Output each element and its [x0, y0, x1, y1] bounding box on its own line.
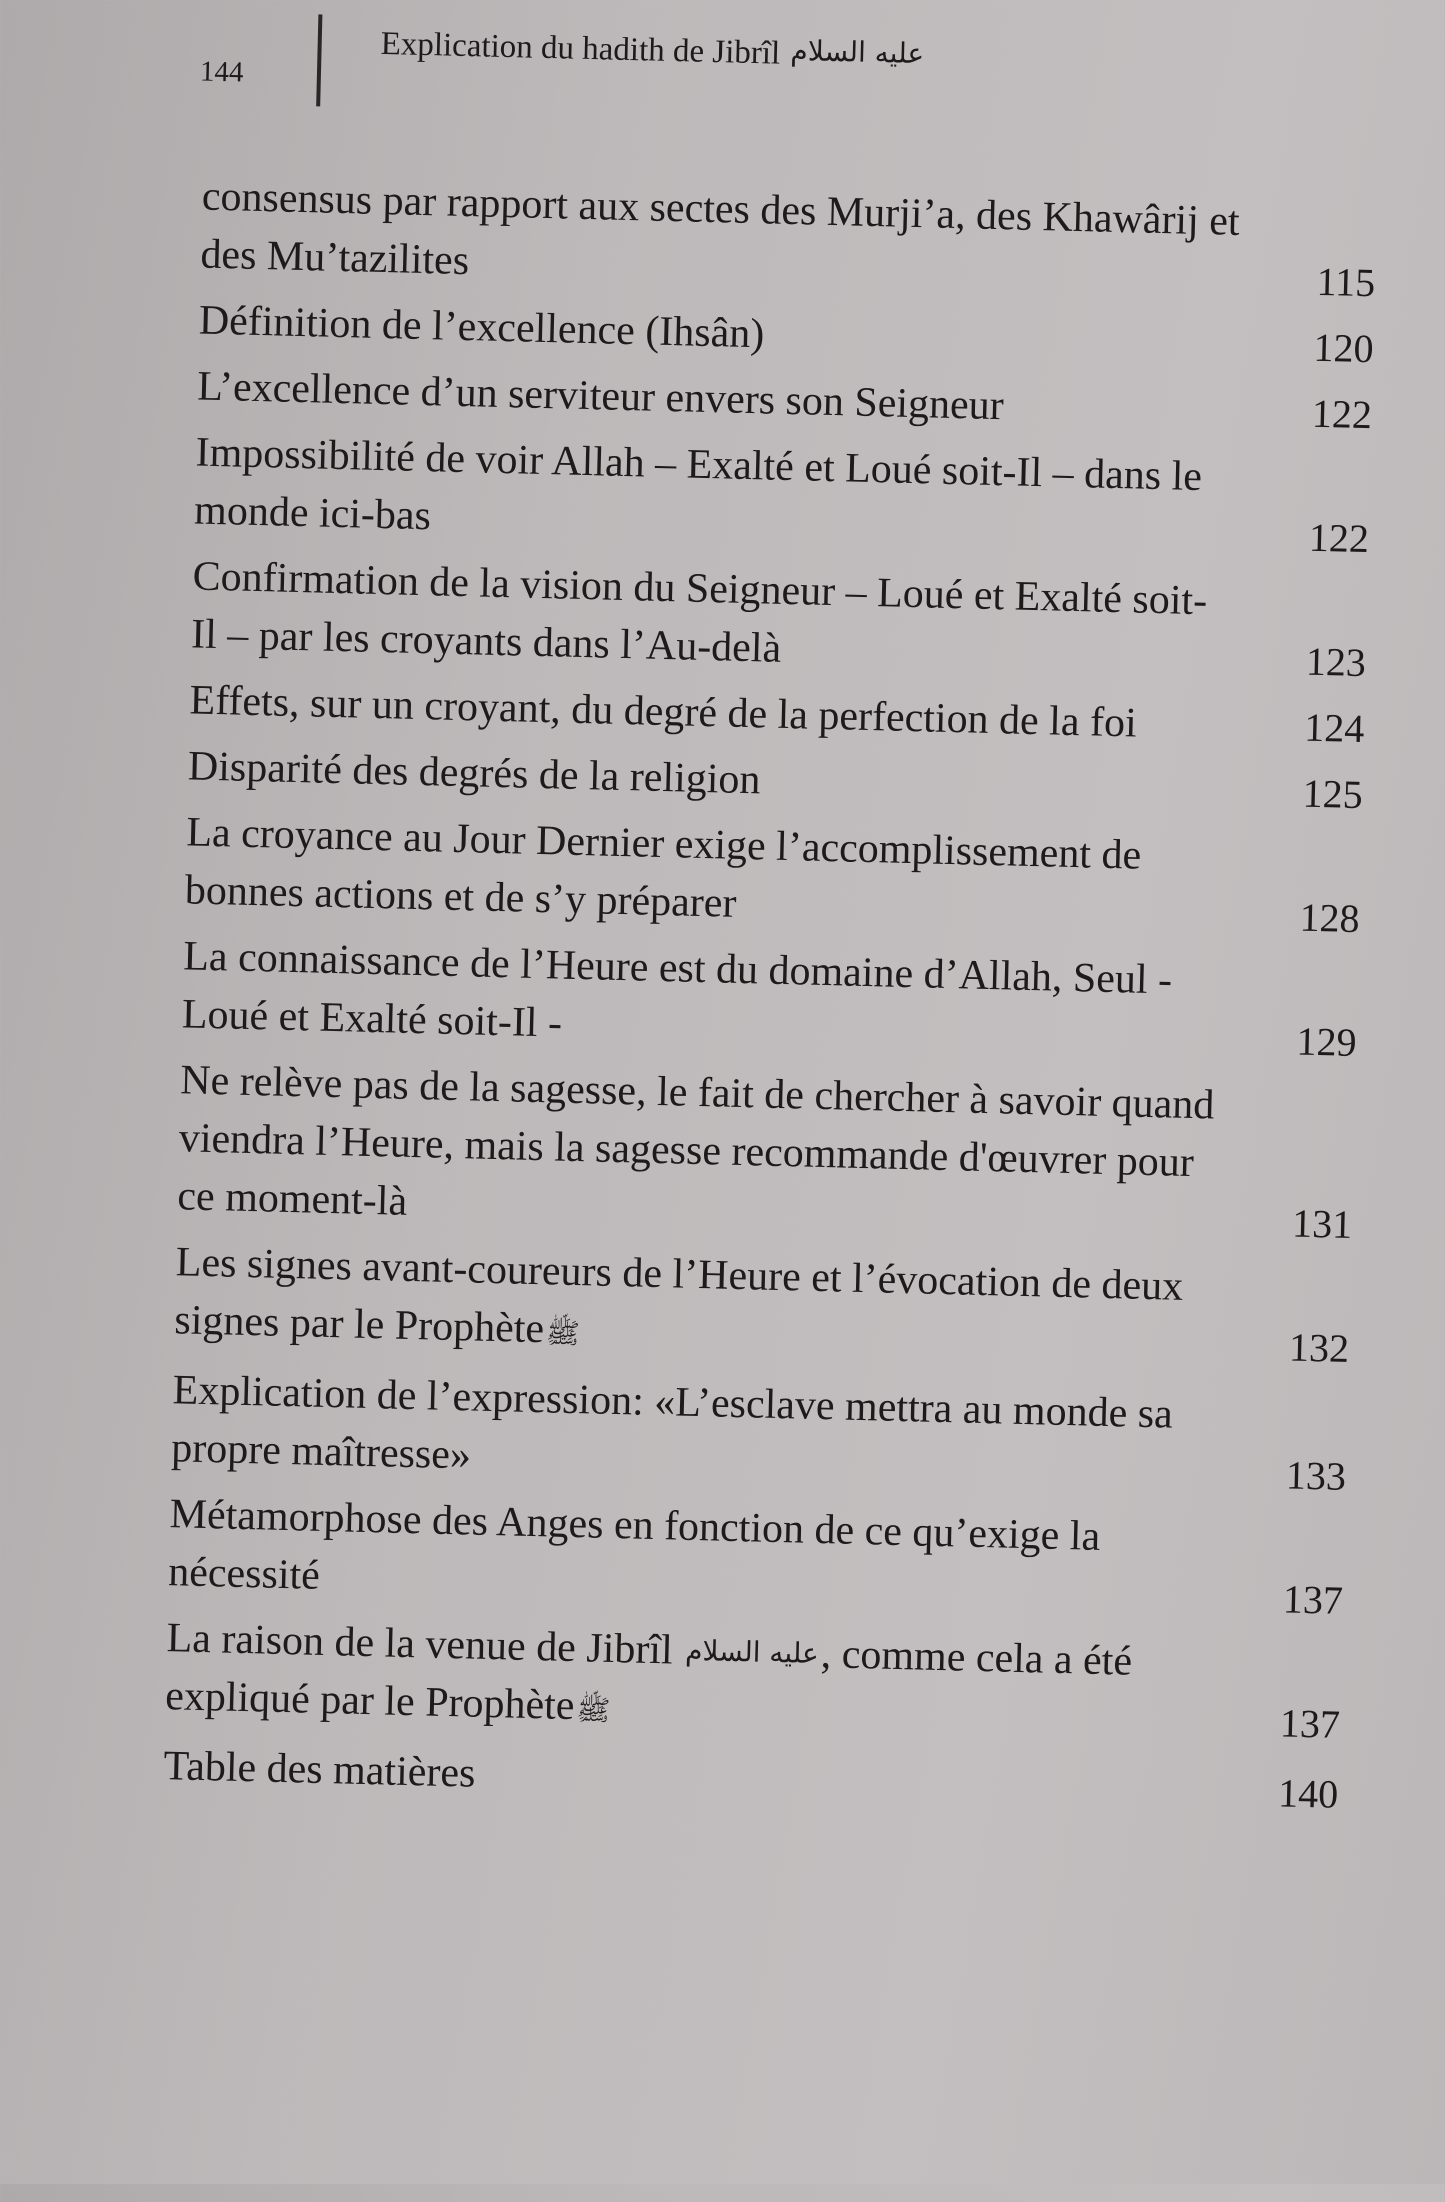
- toc-entry: [171, 1361, 1348, 1506]
- toc-entry-title: Effets, sur un croyant, du degré de la perfection de la foi: [189, 677, 1138, 747]
- toc-entry-title: signes par le Prophète: [173, 1297, 545, 1353]
- toc-page-number: 120: [1313, 324, 1375, 372]
- toc-entry-title: bonnes actions et de s’y préparer: [184, 867, 737, 927]
- toc-entry-line: Impossibilité de voir Allah – Exalté et Loué soit-Il – dans le: [195, 429, 1203, 501]
- running-title-text: Explication du hadith de Jibrîl: [380, 25, 781, 72]
- toc-entry: [194, 423, 1371, 568]
- toc-entry: [174, 1233, 1352, 1382]
- toc-entry-line-text: La raison de la venue de Jibrîl: [166, 1615, 674, 1674]
- toc-entry-title: propre maîtresse»: [170, 1425, 472, 1479]
- toc-entry-line: Confirmation de la vision du Seigneur – Loué et Exalté soit-: [192, 553, 1208, 625]
- toc-entry-title: expliqué par le Prophète: [164, 1673, 576, 1730]
- toc-page-number: 128: [1299, 894, 1361, 942]
- toc-entry: [164, 1609, 1342, 1758]
- toc-entry-line: Métamorphose des Anges en fonction de ce qu’exige la: [169, 1491, 1101, 1560]
- dot-leader: [1142, 707, 1296, 741]
- dot-leader: [475, 244, 1309, 294]
- dot-leader: [742, 887, 1292, 930]
- toc-entry-title: L’excellence d’un serviteur envers son Seigneur: [196, 363, 1005, 430]
- toc-entry-title: Table des matières: [163, 1743, 476, 1797]
- toc-entry-title: monde ici-bas: [193, 487, 432, 540]
- salawat-honorific-icon: ﷺ: [545, 1316, 581, 1351]
- dot-leader: [326, 1559, 1276, 1612]
- toc-page-number: 129: [1296, 1018, 1358, 1066]
- toc-entry-title: Loué et Exalté soit-Il -: [181, 991, 563, 1047]
- header-divider: [316, 14, 322, 106]
- toc-page-number: 115: [1316, 258, 1376, 306]
- toc-entry: [191, 547, 1368, 692]
- dot-leader: [766, 764, 1295, 807]
- toc-page-number: 124: [1303, 704, 1365, 752]
- toc-entry-title: nécessité: [167, 1549, 321, 1599]
- arabic-honorific-icon: عليه السلام: [684, 1633, 820, 1671]
- toc-entry: [184, 803, 1361, 948]
- toc-entry-title: Disparité des degrés de la religion: [187, 743, 762, 804]
- toc-entry: [177, 1051, 1356, 1254]
- toc-entry: [200, 168, 1377, 313]
- toc-entry-line: viendra l’Heure, mais la sagesse recommande d'œuvrer pour: [178, 1115, 1195, 1187]
- page-number: 144: [199, 55, 244, 89]
- toc-entry-line: La connaissance de l’Heure est du domaine d’Allah, Seul -: [182, 933, 1173, 1004]
- toc-entry-title: Définition de l’excellence (Ihsân): [198, 297, 765, 358]
- dot-leader: [618, 1690, 1272, 1736]
- dot-leader: [437, 499, 1302, 550]
- dot-leader: [770, 317, 1306, 360]
- toc-entry-title: ce moment-là: [176, 1173, 408, 1225]
- dot-leader: [477, 1439, 1279, 1489]
- toc-entry-line: Les signes avant-coureurs de l’Heure et l’évocation de deux: [175, 1239, 1184, 1310]
- toc-entry-line: Ne relève pas de la sagesse, le fait de chercher à savoir quand: [179, 1057, 1215, 1129]
- toc-page-number: 132: [1288, 1324, 1350, 1371]
- dot-leader: [568, 1007, 1289, 1055]
- toc-page-number: 123: [1305, 638, 1367, 686]
- toc-entry: [168, 1485, 1345, 1630]
- toc-page-number: 137: [1279, 1700, 1341, 1747]
- toc-page-number: 137: [1282, 1576, 1344, 1623]
- dot-leader: [1009, 389, 1304, 426]
- toc-entry-line-suffix: , comme cela a été: [820, 1631, 1133, 1685]
- dot-leader: [588, 1313, 1282, 1360]
- toc-page-number: 140: [1277, 1770, 1339, 1817]
- arabic-honorific-icon: عليه السلام: [790, 33, 925, 71]
- table-of-contents: [163, 168, 1378, 1832]
- toc-page-number: 133: [1285, 1452, 1347, 1499]
- toc-entry-line: consensus par rapport aux sectes des Murji’a, des Khawârij et: [201, 173, 1241, 245]
- toc-page-number: 122: [1311, 390, 1373, 438]
- dot-leader: [787, 632, 1298, 674]
- toc-page-number: 122: [1308, 514, 1370, 562]
- running-title: [380, 24, 926, 76]
- dot-leader: [413, 1185, 1285, 1236]
- toc-entry: [181, 927, 1358, 1072]
- toc-page-number: 131: [1291, 1200, 1353, 1247]
- toc-entry-title: Il – par les croyants dans l’Au-delà: [190, 611, 782, 672]
- running-head: [194, 5, 1096, 137]
- salawat-honorific-icon: ﷺ: [576, 1693, 611, 1727]
- dot-leader: [481, 1757, 1271, 1806]
- toc-entry-line: Explication de l’expression: «L’esclave mettra au monde sa: [172, 1367, 1174, 1438]
- toc-entry-line: La croyance au Jour Dernier exige l’accomplissement de: [185, 809, 1142, 879]
- toc-entry-title: des Mu’tazilites: [199, 231, 470, 285]
- toc-page-number: 125: [1302, 770, 1364, 818]
